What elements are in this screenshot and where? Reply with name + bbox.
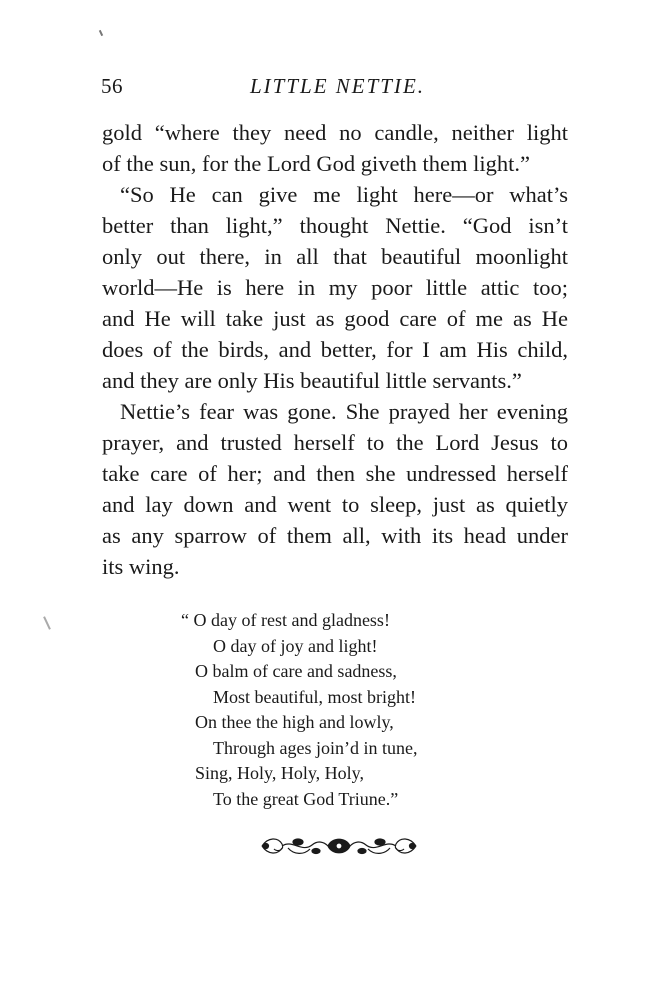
- page-number: 56: [101, 74, 123, 98]
- text-line: its wing.: [102, 554, 180, 579]
- text-line: and they are only His beautiful little servants.”: [102, 368, 522, 393]
- paper-speck: [43, 616, 51, 630]
- text-line: and lay down and went to sleep, just as quietly: [102, 492, 568, 517]
- poem-line: Through ages join’d in tune,: [213, 737, 418, 758]
- poem-line: O day of joy and light!: [213, 635, 378, 656]
- text-line: and He will take just as good care of me as He: [102, 306, 568, 331]
- body-text: [102, 117, 568, 582]
- text-line: “So He can give me light here—or what’s: [120, 182, 568, 207]
- text-line: world—He is here in my poor little attic too;: [102, 275, 568, 300]
- text-line: Nettie’s fear was gone. She prayed her evening: [120, 399, 568, 424]
- poem-line: To the great God Triune.”: [213, 788, 399, 809]
- paragraph: [102, 117, 568, 179]
- paragraph: [102, 210, 568, 396]
- text-line: as any sparrow of them all, with its head under: [102, 523, 568, 548]
- running-title: LITTLE NETTIE.: [250, 74, 426, 98]
- text-line: gold “where they need no candle, neither light: [102, 120, 568, 145]
- poem-line: Sing, Holy, Holy, Holy,: [195, 763, 365, 783]
- paper-speck: [99, 30, 103, 36]
- poem-line: Most beautiful, most bright!: [213, 686, 416, 707]
- hymn-stanza: [181, 608, 418, 812]
- paragraph: [102, 427, 568, 582]
- paragraph: [102, 396, 568, 427]
- text-line: only out there, in all that beautiful moonlight: [102, 244, 568, 269]
- poem-line: “ O day of rest and gladness!: [181, 610, 390, 630]
- poem-line: O balm of care and sadness,: [195, 661, 397, 681]
- paragraph: [102, 179, 568, 210]
- text-line: take care of her; and then she undressed herself: [102, 461, 568, 486]
- text-line: prayer, and trusted herself to the Lord Jesus to: [102, 430, 568, 455]
- poem-line: On thee the high and lowly,: [195, 712, 394, 732]
- text-line: does of the birds, and better, for I am His child,: [102, 337, 568, 362]
- text-line: better than light,” thought Nettie. “God isn’t: [102, 213, 568, 238]
- floral-tailpiece-icon: [258, 833, 420, 859]
- text-line: of the sun, for the Lord God giveth them light.”: [102, 151, 531, 176]
